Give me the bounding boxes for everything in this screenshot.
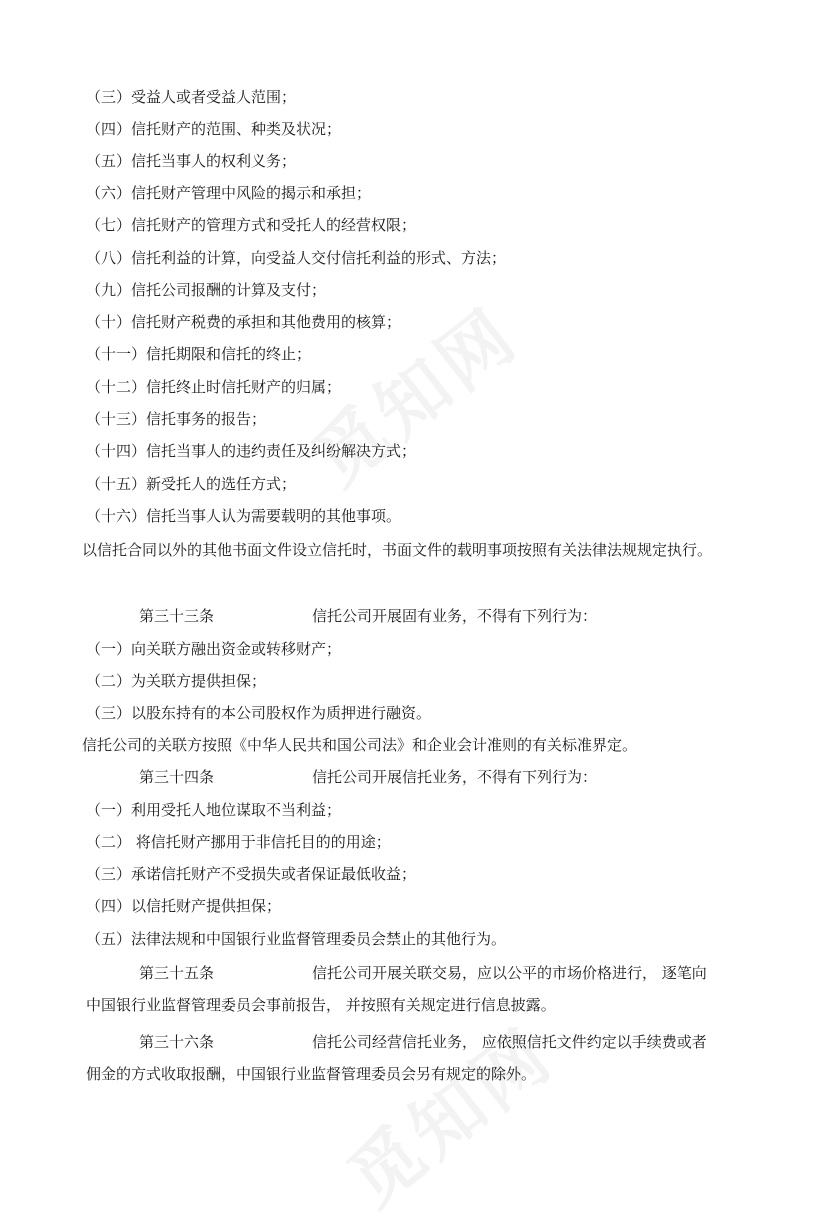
- list-item: （十四）信托当事人的违约责任及纠纷解决方式；: [86, 442, 417, 460]
- article-number: 第三十三条: [139, 607, 215, 625]
- article-number: 第三十五条: [139, 964, 215, 982]
- list-item: （一）利用受托人地位谋取不当利益；: [86, 801, 342, 819]
- article-text: 信托公司开展关联交易，应以公平的市场价格进行， 逐笔向: [312, 964, 707, 982]
- list-item: （十三）信托事务的报告；: [86, 410, 267, 428]
- article-number: 第三十六条: [139, 1033, 215, 1051]
- list-item: （十六）信托当事人认为需要载明的其他事项。: [86, 507, 402, 525]
- list-item: （十五）新受托人的选任方式；: [86, 475, 297, 493]
- list-item: （七）信托财产的管理方式和受托人的经营权限；: [86, 216, 417, 234]
- paragraph: 信托公司的关联方按照《中华人民共和国公司法》和企业会计准则的有关标准界定。: [82, 736, 638, 754]
- list-item: （十二）信托终止时信托财产的归属；: [86, 378, 342, 396]
- list-item: （九）信托公司报酬的计算及支付；: [86, 281, 327, 299]
- list-item: （八）信托利益的计算，向受益人交付信托利益的形式、方法；: [86, 249, 507, 267]
- list-item: （四）以信托财产提供担保；: [86, 897, 282, 915]
- list-item: （二）为关联方提供担保；: [86, 672, 267, 690]
- list-item: （三）受益人或者受益人范围；: [86, 88, 297, 106]
- article-text: 信托公司经营信托业务， 应依照信托文件约定以手续费或者: [312, 1033, 707, 1051]
- article-number: 第三十四条: [139, 768, 215, 786]
- list-item: （四）信托财产的范围、种类及状况；: [86, 120, 342, 138]
- paragraph: 以信托合同以外的其他书面文件设立信托时，书面文件的载明事项按照有关法律法规规定执行。: [82, 541, 713, 559]
- list-item: （五）法律法规和中国银行业监督管理委员会禁止的其他行为。: [86, 930, 507, 948]
- list-item: （五）信托当事人的权利义务；: [86, 152, 297, 170]
- list-item: （十）信托财产税费的承担和其他费用的核算；: [86, 313, 402, 331]
- list-item: （六）信托财产管理中风险的揭示和承担；: [86, 184, 372, 202]
- list-item: （三）承诺信托财产不受损失或者保证最低收益；: [86, 865, 417, 883]
- list-item: （一）向关联方融出资金或转移财产；: [86, 640, 342, 658]
- list-item: （二） 将信托财产挪用于非信托目的的用途；: [86, 833, 391, 851]
- list-item: （三）以股东持有的本公司股权作为质押进行融资。: [86, 704, 432, 722]
- article-text: 信托公司开展信托业务，不得有下列行为：: [312, 768, 598, 786]
- article-text: 信托公司开展固有业务，不得有下列行为：: [312, 607, 598, 625]
- article-text-continued: 中国银行业监督管理委员会事前报告， 并按照有关规定进行信息披露。: [86, 996, 556, 1014]
- list-item: （十一）信托期限和信托的终止；: [86, 345, 312, 363]
- article-text-continued: 佣金的方式收取报酬，中国银行业监督管理委员会另有规定的除外。: [86, 1065, 537, 1083]
